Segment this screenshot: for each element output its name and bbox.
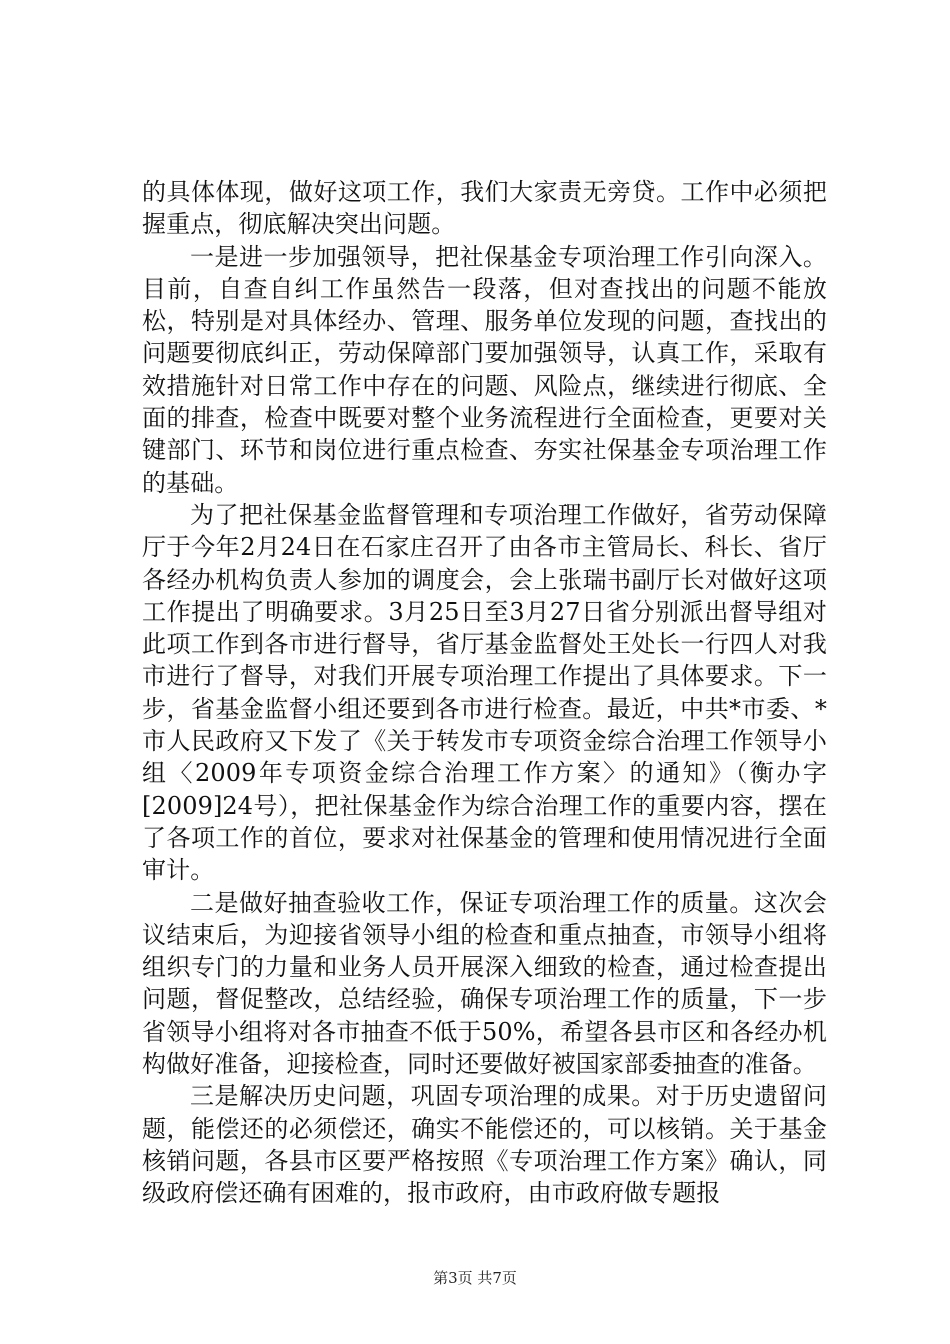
paragraph-historical-issues: 三是解决历史问题，巩固专项治理的成果。对于历史遗留问题，能偿还的必须偿还，确实不能偿还的，可以核销。关于基金核销问题，各县市区要严格按照《专项治理工作方案》确认，同级政府偿还确有困难的，报市政府，由市政府做专题报 bbox=[142, 1082, 827, 1208]
paragraph-spot-check: 二是做好抽查验收工作，保证专项治理工作的质量。这次会议结束后，为迎接省领导小组的检查和重点抽查，市领导小组将组织专门的力量和业务人员开展深入细致的检查，通过检查提出问题，督促整改，总结经验，确保专项治理工作的质量，下一步省领导小组将对各市抽查不低于50%，希望各县市区和各经办机构做好准备，迎接检查，同时还要做好被国家部委抽查的准备。 bbox=[142, 888, 827, 1079]
paragraph-strengthen-leadership: 一是进一步加强领导，把社保基金专项治理工作引向深入。目前，自查自纠工作虽然告一段落，但对查找出的问题不能放松，特别是对具体经办、管理、服务单位发现的问题，查找出的问题要彻底纠正，劳动保障部门要加强领导，认真工作，采取有效措施针对日常工作中存在的问题、风险点，继续进行彻底、全面的排查，检查中既要对整个业务流程进行全面检查，更要对关键部门、环节和岗位进行重点检查、夯实社保基金专项治理工作的基础。 bbox=[142, 242, 827, 497]
paragraph-continuation: 的具体体现，做好这项工作，我们大家责无旁贷。工作中必须把握重点，彻底解决突出问题。 bbox=[142, 178, 827, 239]
document-body bbox=[142, 176, 827, 1210]
page-footer: 第3页 共7页 bbox=[433, 1269, 517, 1287]
paragraph-supervision-meeting: 为了把社保基金监督管理和专项治理工作做好，省劳动保障厅于今年2月24日在石家庄召开了由各市主管局长、科长、省厅各经办机构负责人参加的调度会，会上张瑞书副厅长对做好这项工作提出了明确要求。3月25日至3月27日省分别派出督导组对此项工作到各市进行督导，省厅基金监督处王处长一行四人对我市进行了督导，对我们开展专项治理工作提出了具体要求。下一步，省基金监督小组还要到各市进行检查。最近，中共*市委、*市人民政府又下发了《关于转发市专项资金综合治理工作领导小组〈2009年专项资金综合治理工作方案〉的通知》（衡办字[2009]24号），把社保基金作为综合治理工作的重要内容，摆在了各项工作的首位，要求对社保基金的管理和使用情况进行全面审计。 bbox=[142, 500, 827, 885]
